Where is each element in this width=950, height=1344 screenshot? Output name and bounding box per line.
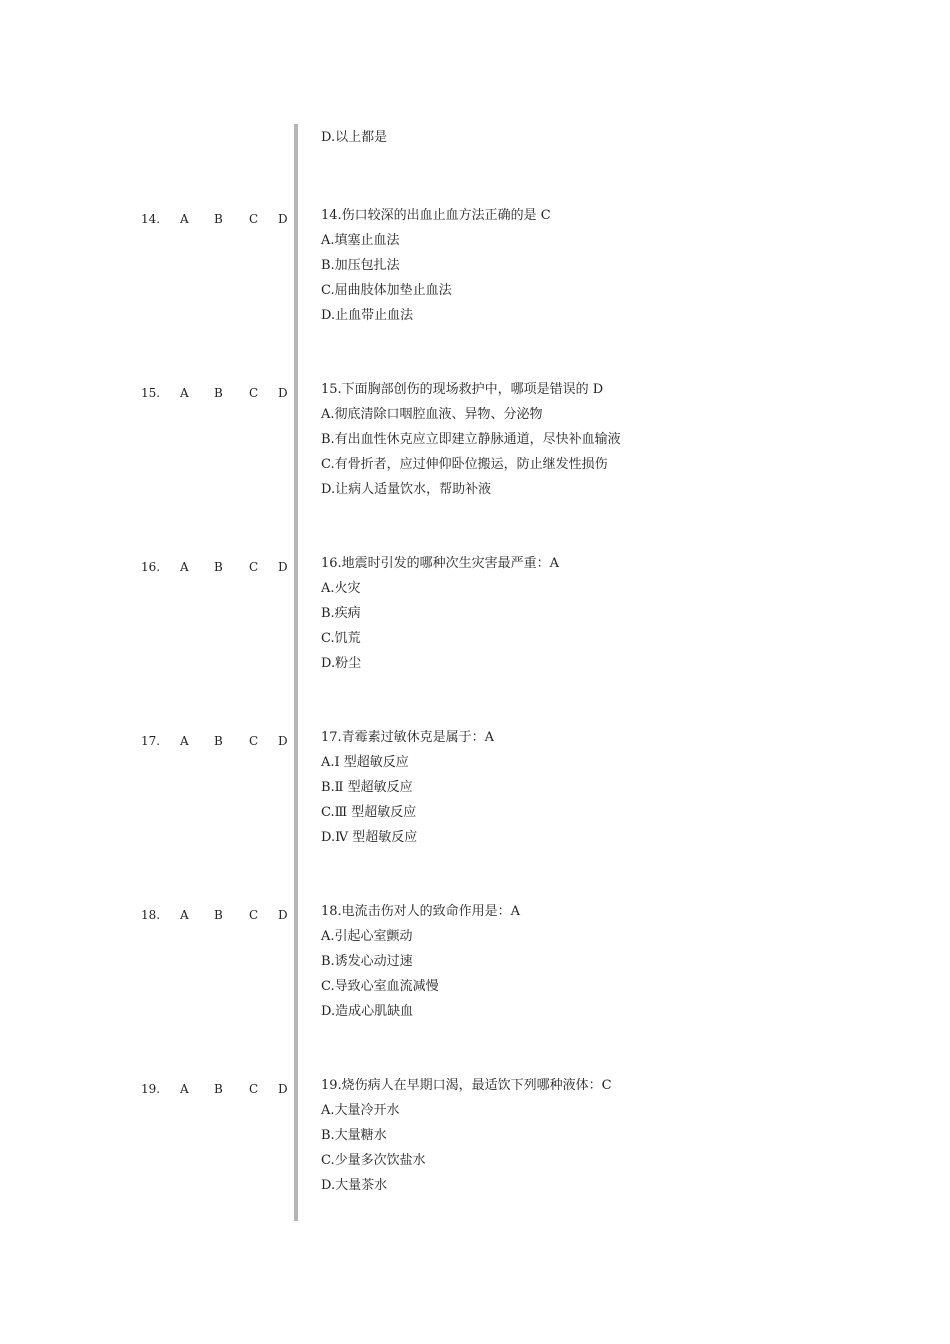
answer-option-b[interactable]: B bbox=[214, 560, 223, 574]
carryover-option: D.以上都是 bbox=[321, 130, 388, 145]
option-b-text: B.Ⅱ 型超敏反应 bbox=[321, 780, 413, 795]
answer-option-b[interactable]: B bbox=[214, 908, 223, 922]
answer-option-c[interactable]: C bbox=[249, 1082, 259, 1096]
option-c-text: C.Ⅲ 型超敏反应 bbox=[321, 805, 417, 820]
answer-option-a[interactable]: A bbox=[180, 908, 189, 922]
question-number: 16. bbox=[141, 560, 161, 574]
option-a-text: A.填塞止血法 bbox=[321, 233, 400, 248]
answer-option-c[interactable]: C bbox=[249, 560, 259, 574]
question-stem: 16.地震时引发的哪种次生灾害最严重：A bbox=[321, 556, 560, 571]
question-number: 15. bbox=[141, 386, 161, 400]
question-number: 14. bbox=[141, 212, 161, 226]
question-18 bbox=[0, 899, 950, 1049]
question-text bbox=[321, 899, 921, 1024]
question-stem: 18.电流击伤对人的致命作用是：A bbox=[321, 904, 521, 919]
answer-option-a[interactable]: A bbox=[180, 386, 189, 400]
answer-option-b[interactable]: B bbox=[214, 1082, 223, 1096]
option-d-text: D.粉尘 bbox=[321, 656, 362, 671]
question-text bbox=[321, 203, 921, 328]
option-c-text: C.屈曲肢体加垫止血法 bbox=[321, 283, 452, 298]
question-stem: 17.青霉素过敏休克是属于：A bbox=[321, 730, 495, 745]
answer-option-a[interactable]: A bbox=[180, 212, 189, 226]
option-d-text: D.Ⅳ 型超敏反应 bbox=[321, 830, 418, 845]
answer-option-c[interactable]: C bbox=[249, 212, 259, 226]
option-c-text: C.少量多次饮盐水 bbox=[321, 1153, 426, 1168]
question-number: 18. bbox=[141, 908, 161, 922]
option-d-text: D.止血带止血法 bbox=[321, 308, 414, 323]
answer-option-d[interactable]: D bbox=[278, 386, 288, 400]
answer-option-d[interactable]: D bbox=[278, 908, 288, 922]
question-17 bbox=[0, 725, 950, 875]
option-b-text: B.诱发心动过速 bbox=[321, 954, 413, 969]
option-b-text: B.有出血性休克应立即建立静脉通道，尽快补血输液 bbox=[321, 432, 621, 447]
answer-option-b[interactable]: B bbox=[214, 734, 223, 748]
answer-option-b[interactable]: B bbox=[214, 386, 223, 400]
option-c-text: C.饥荒 bbox=[321, 631, 361, 646]
answer-option-d[interactable]: D bbox=[278, 1082, 288, 1096]
question-text bbox=[321, 551, 921, 676]
question-14 bbox=[0, 203, 950, 353]
question-15 bbox=[0, 377, 950, 527]
answer-option-d[interactable]: D bbox=[278, 212, 288, 226]
question-number: 17. bbox=[141, 734, 161, 748]
option-a-text: A.火灾 bbox=[321, 581, 361, 596]
option-b-text: B.疾病 bbox=[321, 606, 361, 621]
question-stem: 15.下面胸部创伤的现场救护中，哪项是错误的 D bbox=[321, 382, 604, 397]
option-d-text: D.让病人适量饮水，帮助补液 bbox=[321, 482, 492, 497]
answer-option-c[interactable]: C bbox=[249, 734, 259, 748]
answer-option-a[interactable]: A bbox=[180, 1082, 189, 1096]
answer-option-c[interactable]: C bbox=[249, 386, 259, 400]
option-c-text: C.有骨折者，应过伸仰卧位搬运，防止继发性损伤 bbox=[321, 457, 608, 472]
option-b-text: B.大量糖水 bbox=[321, 1128, 387, 1143]
question-text bbox=[321, 377, 921, 502]
option-c-text: C.导致心室血流减慢 bbox=[321, 979, 439, 994]
answer-option-a[interactable]: A bbox=[180, 560, 189, 574]
option-d-text: D.造成心肌缺血 bbox=[321, 1004, 414, 1019]
answer-option-c[interactable]: C bbox=[249, 908, 259, 922]
question-text bbox=[321, 725, 921, 850]
question-19 bbox=[0, 1073, 950, 1223]
answer-option-d[interactable]: D bbox=[278, 734, 288, 748]
question-text bbox=[321, 1073, 921, 1198]
option-b-text: B.加压包扎法 bbox=[321, 258, 400, 273]
question-stem: 14.伤口较深的出血止血方法正确的是 C bbox=[321, 208, 551, 223]
option-a-text: A.引起心室颤动 bbox=[321, 929, 413, 944]
question-stem: 19.烧伤病人在早期口渴，最适饮下列哪种液体：C bbox=[321, 1078, 612, 1093]
answer-option-a[interactable]: A bbox=[180, 734, 189, 748]
question-16 bbox=[0, 551, 950, 701]
answer-option-d[interactable]: D bbox=[278, 560, 288, 574]
option-a-text: A.彻底清除口咽腔血液、异物、分泌物 bbox=[321, 407, 543, 422]
question-number: 19. bbox=[141, 1082, 161, 1096]
option-d-text: D.大量茶水 bbox=[321, 1178, 388, 1193]
answer-option-b[interactable]: B bbox=[214, 212, 223, 226]
option-a-text: A.大量冷开水 bbox=[321, 1103, 400, 1118]
option-a-text: A.Ⅰ 型超敏反应 bbox=[321, 755, 409, 770]
